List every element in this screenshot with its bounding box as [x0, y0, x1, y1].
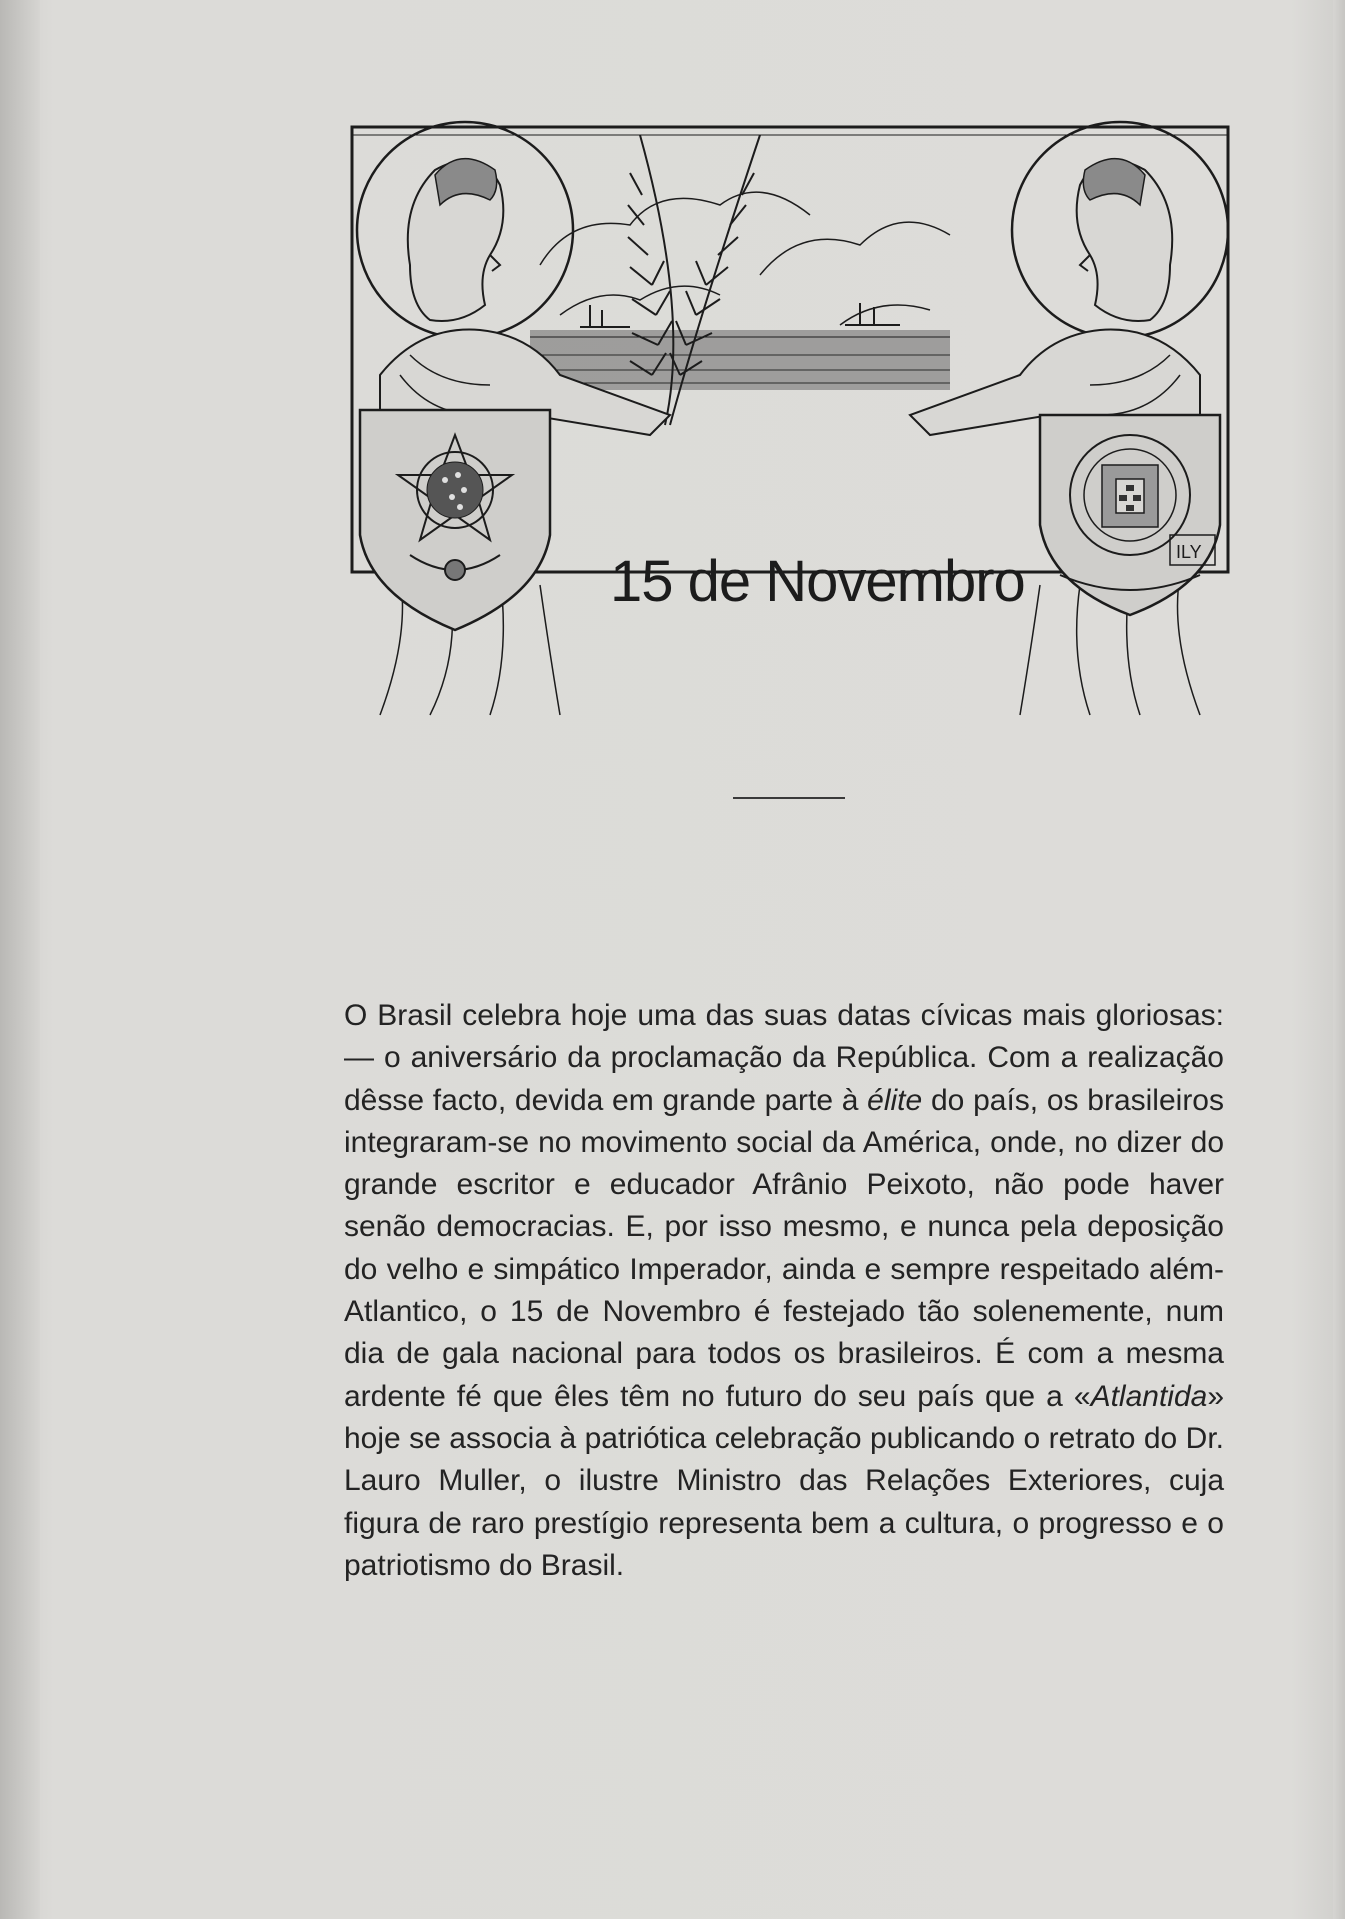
header-illustration: [340, 115, 1240, 735]
page-edge-right: [1333, 0, 1345, 1919]
brazil-coat-of-arms-icon: [360, 410, 550, 630]
article-italic-elite: élite: [867, 1083, 923, 1117]
page-edge-left: [0, 0, 40, 1919]
portugal-coat-of-arms-icon: [1040, 415, 1220, 615]
svg-text:ILY: ILY: [1176, 542, 1202, 562]
article-text-part2: do país, os brasileiros integraram-se no movimento social da América, onde, no dizer do grande escritor e educador Afrânio Peixoto, não pode haver senão democracias. E, por isso mesmo, e nunca pela deposição do velho e simpático Imperador, ainda e sempre respeitado além-Atlantico, o 15 de Novembro é festejado tão solenemente, num dia de gala nacional para todos os brasileiros. É com a mesma ardente fé que êles têm no futuro do seu país que a «: [344, 1083, 1224, 1413]
clouds: [540, 192, 950, 325]
article-text-part3: » hoje se associa à patriótica celebração publicando o retrato do Dr. Lauro Muller, o ilustre Ministro das Relações Exteriores, cuja figura de raro prestígio representa bem a cultura, o progresso e o patriotismo do Brasil.: [344, 1379, 1224, 1582]
article-italic-atlantida: Atlantida: [1090, 1379, 1208, 1413]
article-body: [344, 995, 1224, 1587]
article-text-part1: O Brasil celebra hoje uma das suas datas cívicas mais gloriosas: — o aniversário da proclamação da República. Com a realização dêsse facto, devida em grande parte à: [344, 999, 1224, 1117]
page-title: 15 de Novembro: [610, 549, 1025, 614]
sea-and-ships: [530, 303, 950, 390]
divider: [733, 797, 845, 799]
